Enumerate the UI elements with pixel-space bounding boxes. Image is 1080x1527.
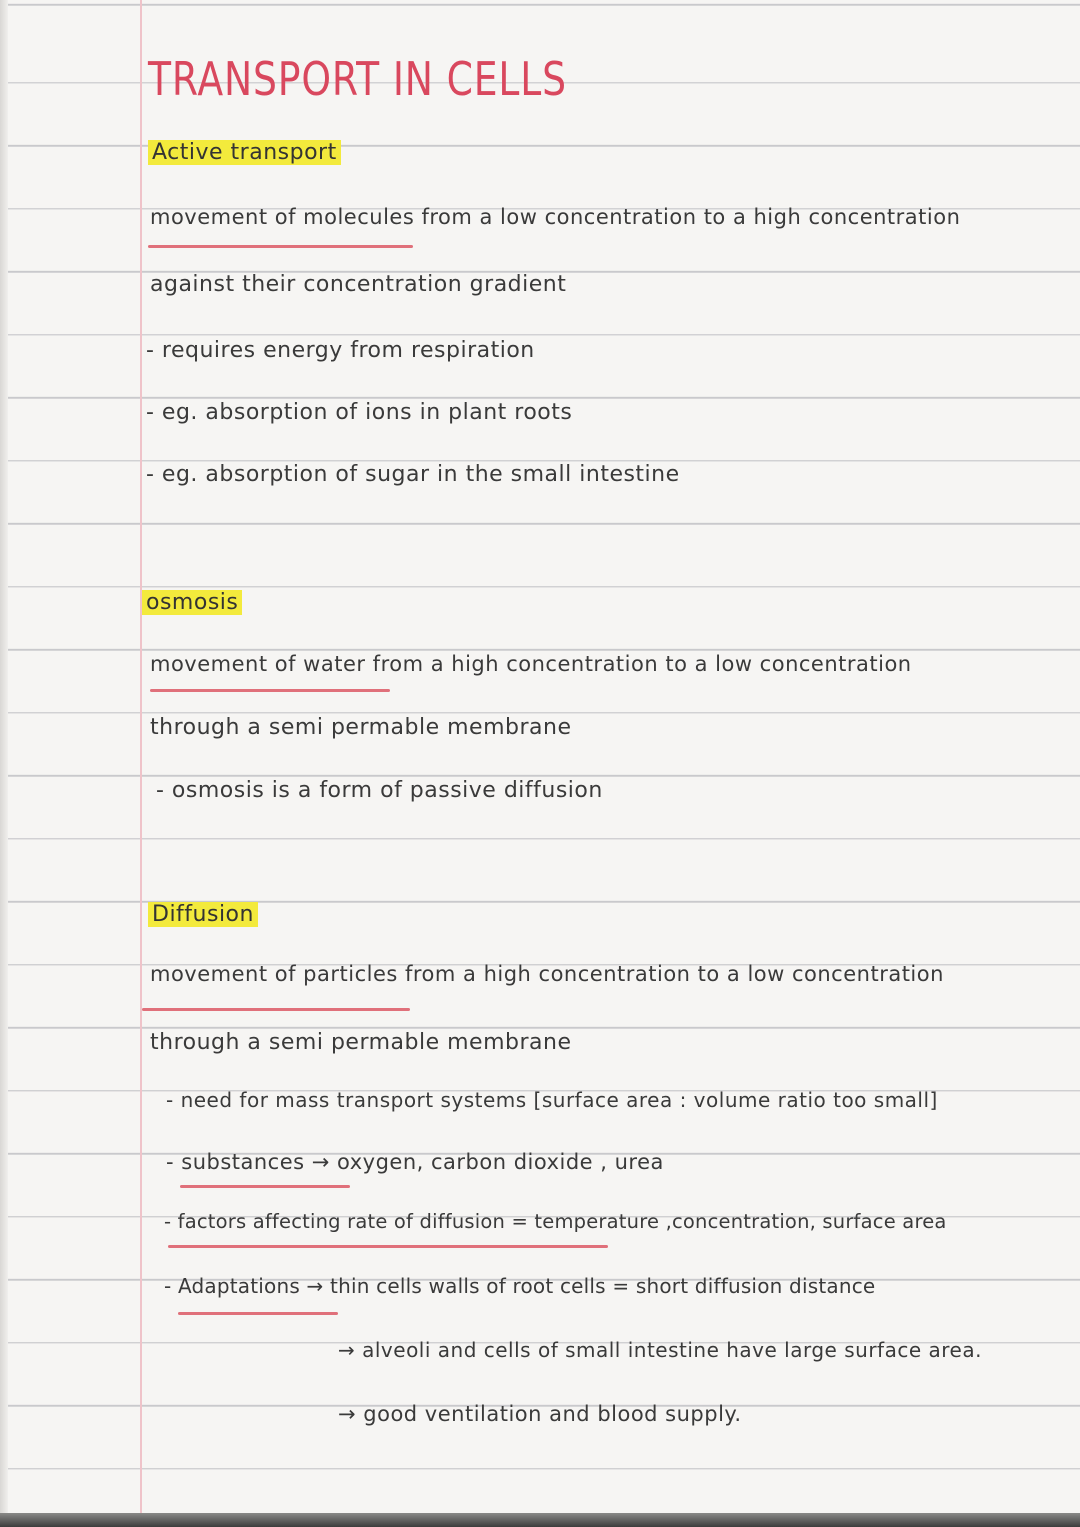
section-heading-active-transport (148, 140, 341, 165)
active-transport-heading-text: Active transport (148, 140, 341, 165)
adaptation-sub-2: → good ventilation and blood supply. (338, 1402, 742, 1426)
active-bullet-2: - eg. absorption of ions in plant roots (146, 400, 573, 425)
active-definition-underline (148, 245, 413, 248)
page-title: TRANSPORT IN CELLS (148, 52, 567, 106)
diffusion-bullet-4: - Adaptations → thin cells walls of root cells = short diffusion distance (164, 1274, 876, 1298)
active-definition-line-1: movement of molecules from a low concentration to a high concentration (150, 205, 961, 229)
section-heading-diffusion (148, 902, 258, 927)
section-heading-osmosis (142, 590, 242, 615)
substances-underline (180, 1185, 350, 1188)
osmosis-heading-text: osmosis (142, 590, 242, 615)
osmosis-definition-line-2: through a semi permable membrane (150, 715, 572, 740)
factors-underline (168, 1245, 608, 1248)
page-left-edge (0, 0, 8, 1527)
osmosis-definition-line-1: movement of water from a high concentration to a low concentration (150, 652, 912, 676)
osmosis-bullet-1: - osmosis is a form of passive diffusion (156, 778, 603, 803)
page-bottom-edge (0, 1513, 1080, 1527)
margin-line (140, 0, 142, 1527)
diffusion-bullet-1: - need for mass transport systems [surface area : volume ratio too small] (166, 1088, 938, 1112)
active-definition-line-2: against their concentration gradient (150, 272, 567, 297)
diffusion-definition-line-1: movement of particles from a high concentration to a low concentration (150, 962, 944, 986)
diffusion-heading-text: Diffusion (148, 902, 258, 927)
osmosis-definition-underline (150, 689, 390, 692)
diffusion-bullet-3: - factors affecting rate of diffusion = temperature ,concentration, surface area (164, 1210, 947, 1233)
adaptation-sub-1: → alveoli and cells of small intestine have large surface area. (338, 1338, 982, 1362)
diffusion-definition-underline (142, 1008, 410, 1011)
active-bullet-1: - requires energy from respiration (146, 338, 535, 363)
active-bullet-3: - eg. absorption of sugar in the small intestine (146, 462, 680, 487)
diffusion-definition-line-2: through a semi permable membrane (150, 1030, 572, 1055)
adaptations-underline (178, 1312, 338, 1315)
diffusion-bullet-2: - substances → oxygen, carbon dioxide , urea (166, 1150, 664, 1174)
